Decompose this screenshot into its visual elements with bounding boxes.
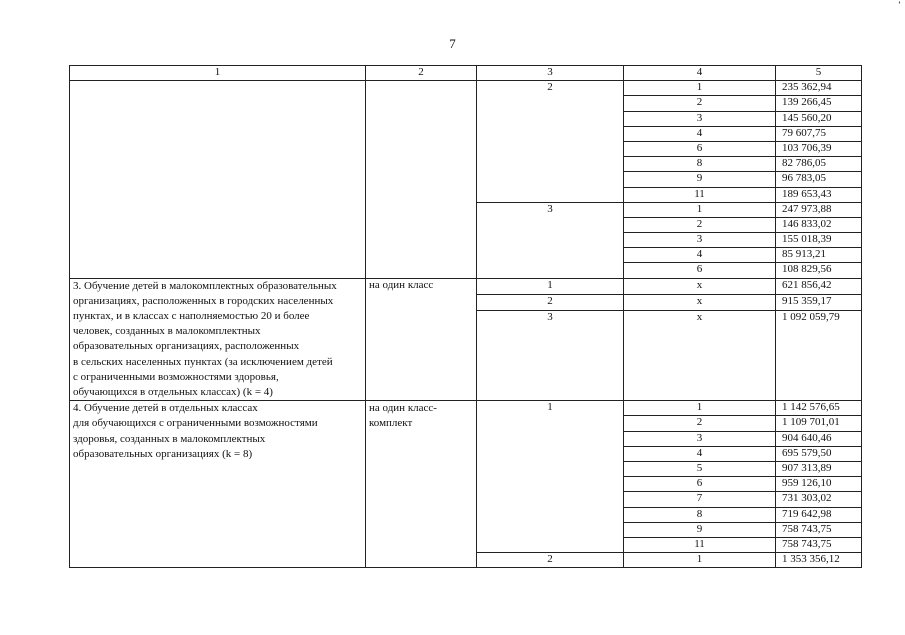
group-cell: 2 xyxy=(477,553,624,568)
value-cell: 915 359,17 xyxy=(776,294,862,310)
class-cell: 2 xyxy=(624,416,776,431)
description-line: 3. Обучение детей в малокомплектных образовательных xyxy=(73,279,337,292)
class-cell: х xyxy=(624,310,776,401)
description-line: человек, созданных в малокомплектных xyxy=(73,325,261,338)
description-line: с ограниченными возможностями здоровья, xyxy=(73,370,279,383)
description-line: в сельских населенных пунктах (за исключением детей xyxy=(73,355,333,368)
value-cell: 959 126,10 xyxy=(776,477,862,492)
class-cell: 7 xyxy=(624,492,776,507)
page-number: 7 xyxy=(449,36,456,51)
class-cell: 1 xyxy=(624,81,776,96)
corner-mark: ’ xyxy=(898,0,901,10)
table-row xyxy=(70,278,862,294)
class-cell: 6 xyxy=(624,263,776,278)
group-cell: 3 xyxy=(477,310,624,401)
class-cell: 4 xyxy=(624,446,776,461)
group-cell: 3 xyxy=(477,202,624,278)
value-cell: 108 829,56 xyxy=(776,263,862,278)
class-cell: 1 xyxy=(624,202,776,217)
class-cell: 4 xyxy=(624,126,776,141)
value-cell: 719 642,98 xyxy=(776,507,862,522)
class-cell: 6 xyxy=(624,141,776,156)
class-cell: 1 xyxy=(624,401,776,416)
table-row xyxy=(70,401,862,416)
class-cell: 11 xyxy=(624,187,776,202)
class-cell: 4 xyxy=(624,248,776,263)
value-cell: 695 579,50 xyxy=(776,446,862,461)
class-cell: 11 xyxy=(624,537,776,552)
value-cell: 103 706,39 xyxy=(776,141,862,156)
value-cell: 758 743,75 xyxy=(776,537,862,552)
data-table xyxy=(69,65,862,568)
value-cell: 1 142 576,65 xyxy=(776,401,862,416)
description-line: пунктах, и в классах с наполняемостью 20 и более xyxy=(73,310,310,323)
value-cell: 1 109 701,01 xyxy=(776,416,862,431)
value-cell: 155 018,39 xyxy=(776,233,862,248)
class-cell: 3 xyxy=(624,431,776,446)
unit-line: на один класс- xyxy=(369,402,437,415)
value-cell: 904 640,46 xyxy=(776,431,862,446)
header-cell: 3 xyxy=(477,66,624,81)
class-cell: 8 xyxy=(624,507,776,522)
description-cell xyxy=(70,401,366,568)
value-cell: 621 856,42 xyxy=(776,278,862,294)
class-cell: 9 xyxy=(624,522,776,537)
class-cell: 5 xyxy=(624,462,776,477)
header-cell: 2 xyxy=(366,66,477,81)
value-cell: 146 833,02 xyxy=(776,217,862,232)
value-cell: 79 607,75 xyxy=(776,126,862,141)
description-cell xyxy=(70,278,366,401)
table-header-row xyxy=(70,66,862,81)
group-cell: 2 xyxy=(477,294,624,310)
description-line: организациях, расположенных в городских населенных xyxy=(73,294,334,307)
header-cell: 4 xyxy=(624,66,776,81)
description-line: образовательных организациях, расположенных xyxy=(73,340,300,353)
table-row xyxy=(70,81,862,96)
class-cell: 6 xyxy=(624,477,776,492)
description-line: для обучающихся с ограниченными возможностями xyxy=(73,417,318,430)
class-cell: 9 xyxy=(624,172,776,187)
value-cell: 907 313,89 xyxy=(776,462,862,477)
group-cell: 2 xyxy=(477,81,624,203)
description-line: здоровья, созданных в малокомплектных xyxy=(73,432,266,445)
value-cell: 139 266,45 xyxy=(776,96,862,111)
value-cell: 82 786,05 xyxy=(776,157,862,172)
unit-line: комплект xyxy=(369,417,413,430)
class-cell: 3 xyxy=(624,233,776,248)
value-cell: 145 560,20 xyxy=(776,111,862,126)
value-cell: 1 353 356,12 xyxy=(776,553,862,568)
class-cell: 3 xyxy=(624,111,776,126)
header-cell: 5 xyxy=(776,66,862,81)
description-line: обучающихся в отдельных классах) (k = 4) xyxy=(73,386,273,399)
class-cell: х xyxy=(624,294,776,310)
class-cell: 8 xyxy=(624,157,776,172)
description-line: образовательных организациях (k = 8) xyxy=(73,447,253,460)
class-cell: 2 xyxy=(624,217,776,232)
class-cell: х xyxy=(624,278,776,294)
value-cell: 247 973,88 xyxy=(776,202,862,217)
value-cell: 85 913,21 xyxy=(776,248,862,263)
description-line: 4. Обучение детей в отдельных классах xyxy=(73,402,258,415)
header-cell: 1 xyxy=(70,66,366,81)
class-cell: 2 xyxy=(624,96,776,111)
value-cell: 731 303,02 xyxy=(776,492,862,507)
unit-cell xyxy=(366,401,477,568)
group-cell: 1 xyxy=(477,401,624,553)
empty-cell xyxy=(70,81,366,278)
class-cell: 1 xyxy=(624,553,776,568)
value-cell: 96 783,05 xyxy=(776,172,862,187)
value-cell: 1 092 059,79 xyxy=(776,310,862,401)
unit-cell: на один класс xyxy=(366,278,477,401)
value-cell: 235 362,94 xyxy=(776,81,862,96)
value-cell: 758 743,75 xyxy=(776,522,862,537)
value-cell: 189 653,43 xyxy=(776,187,862,202)
empty-cell xyxy=(366,81,477,278)
group-cell: 1 xyxy=(477,278,624,294)
